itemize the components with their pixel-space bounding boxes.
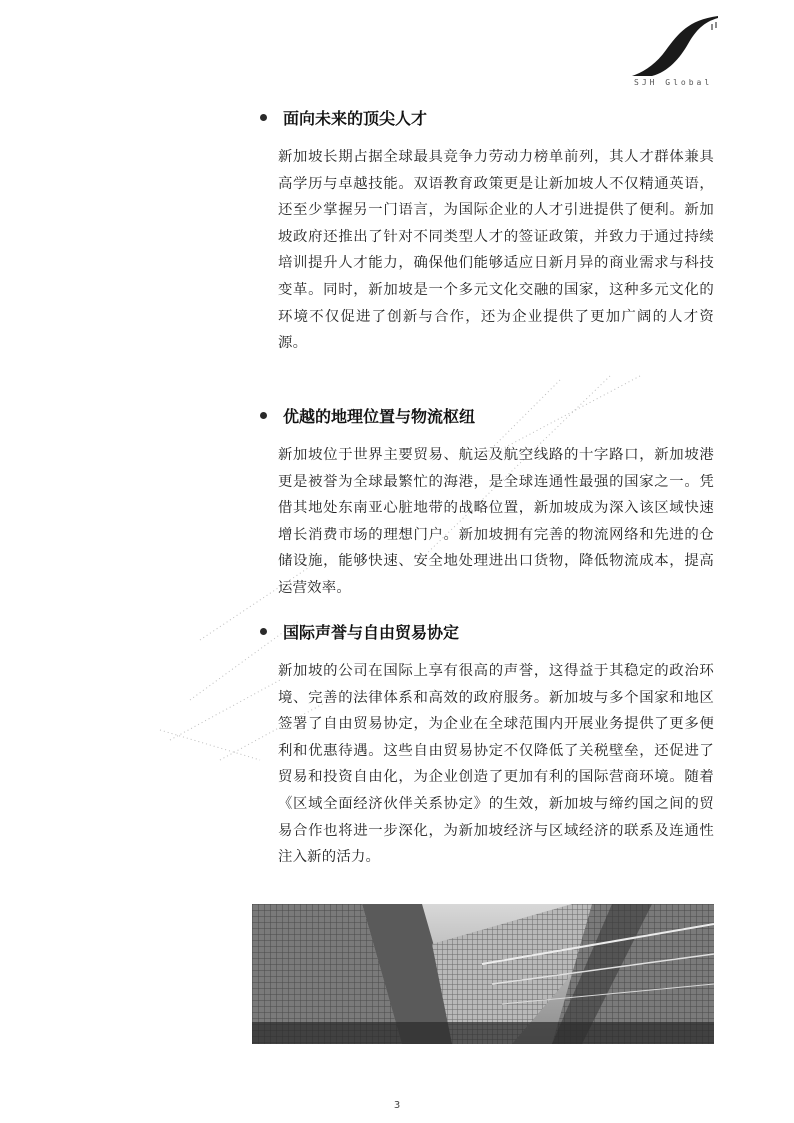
section-heading	[258, 402, 718, 428]
section-title: 国际声誉与自由贸易协定	[283, 622, 460, 642]
architecture-photo	[252, 904, 714, 1044]
page-number: 3	[393, 1100, 401, 1111]
section-paragraph: 新加坡长期占据全球最具竞争力劳动力榜单前列，其人才群体兼具高学历与卓越技能。双语教育政策更是让新加坡人不仅精通英语，还至少掌握另一门语言，为国际企业的人才引进提供了便利。新加坡政府还推出了针对不同类型人才的签证政策，并致力于通过持续培训提升人才能力，确保他们能够适应日新月异的商业需求与科技变革。同时，新加坡是一个多元文化交融的国家，这种多元文化的环境不仅促进了创新与合作，还为企业提供了更加广阔的人才资源。	[278, 149, 714, 352]
section-talent	[258, 104, 718, 357]
bullet-icon	[260, 412, 267, 419]
bullet-icon	[260, 628, 267, 635]
section-heading	[258, 104, 718, 130]
section-reputation-fta	[258, 618, 718, 871]
section-geography-logistics	[258, 402, 718, 602]
section-paragraph: 新加坡的公司在国际上享有很高的声誉，这得益于其稳定的政治环境、完善的法律体系和高效的政府服务。新加坡与多个国家和地区签署了自由贸易协定，为企业在全球范围内开展业务提供了更多便利和优惠待遇。这些自由贸易协定不仅降低了关税壁垒，还促进了贸易和投资自由化，为企业创造了更加有利的国际营商环境。随着《区域全面经济伙伴关系协定》的生效，新加坡与缔约国之间的贸易合作也将进一步深化，为新加坡经济与区域经济的联系及连通性注入新的活力。	[278, 663, 714, 866]
section-paragraph: 新加坡位于世界主要贸易、航运及航空线路的十字路口，新加坡港更是被誉为全球最繁忙的海港，是全球连通性最强的国家之一。凭借其地处东南亚心脏地带的战略位置，新加坡成为深入该区域快速增长消费市场的理想门户。新加坡拥有完善的物流网络和先进的仓储设施，能够快速、安全地处理进出口货物，降低物流成本，提高运营效率。	[278, 447, 714, 596]
section-heading	[258, 618, 718, 644]
section-title: 面向未来的顶尖人才	[283, 108, 428, 128]
logo-wordmark: SJH Global	[634, 78, 713, 87]
bullet-icon	[260, 114, 267, 121]
section-title: 优越的地理位置与物流枢纽	[283, 406, 476, 426]
